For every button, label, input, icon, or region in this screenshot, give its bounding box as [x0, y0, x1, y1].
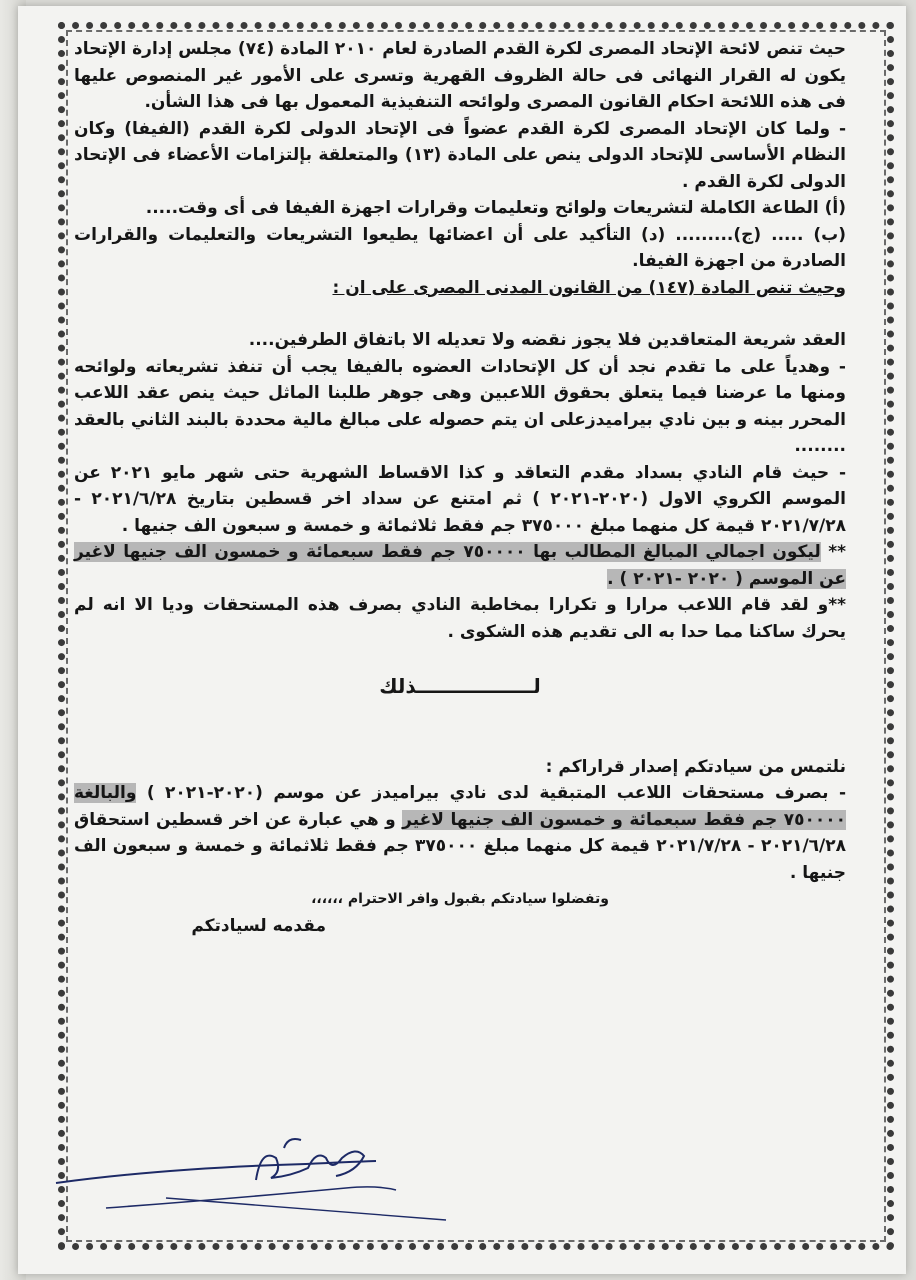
request-item-part2: و هي عبارة عن اخر قسطين استحقاق ٢٠٢١/٦/٢٨ - ٢٠٢١/٧/٢٨ قيمة كل منهما مبلغ ٣٧٥٠٠٠ جم فقط ثلاثمائة و خمسة و سبعون الف جنيها .: [74, 809, 846, 883]
document-body: [74, 36, 846, 939]
total-amount-prefix: **: [820, 542, 846, 562]
paragraph-fifa-membership: - ولما كان الإتحاد المصرى لكرة القدم عضواً فى الإتحاد الدولى لكرة القدم (الفيفا) وكان النظام الأساسى للإتحاد الدولى ينص على المادة (١٣) والمتعلقة بإلتزامات الأعضاء فى الإتحاد الدولى لكرة القدم .: [74, 118, 846, 192]
paragraph-contract-law: العقد شريعة المتعاقدين فلا يجوز نقضه ولا تعديله الا باتفاق الطرفين....: [248, 330, 846, 350]
paragraph-clause-b-d: (ب) ..... (ج)......... (د) التأكيد على أن اعضائها يطيعوا التشريعات والتعليمات والقرارات الصادرة من اجهزة الفيفا.: [74, 224, 846, 271]
total-amount-highlight: ليكون اجمالي المبالغ المطالب بها ٧٥٠٠٠٠ جم فقط سبعمائة و خمسون الف جنيها لاغير عن الموسم ( ٢٠٢٠ -٢٠٢١ ) .: [74, 542, 846, 589]
handwritten-signature: [46, 1128, 466, 1238]
paragraph-payment-history: - حيث قام النادي بسداد مقدم التعاقد و كذا الاقساط الشهرية حتى شهر مايو ٢٠٢١ عن الموسم الكروي الاول (٢٠٢٠-٢٠٢١ ) ثم امتنع عن سداد اخر قسطين بتاريخ ٢٠٢١/٦/٢٨ - ٢٠٢١/٧/٢٨ قيمة كل منهما مبلغ ٣٧٥٠٠٠ جم فقط ثلاثمائة و خمسة و سبعون الف جنيها .: [74, 462, 846, 536]
paragraph-player-rights: - وهدياً على ما تقدم نجد أن كل الإتحادات العضوه بالفيفا يجب أن تنفذ تشريعاته ولوائحه ومنها ما عرضنا فيما يتعلق بحقوق اللاعبين وهى جوهر طلبنا الماثل حيث ينص عقد اللاعب المحرر بينه و بين نادي بيراميدزعلى ان يتم حصوله على مبالغ مالية محددة بالبند الثاني بالعقد ........: [74, 356, 846, 456]
request-item: [74, 780, 846, 886]
paragraph-fifa-article-74: حيث تنص لائحة الإتحاد المصرى لكرة القدم الصادرة لعام ٢٠١٠ المادة (٧٤) مجلس إدارة الإتحاد يكون له القرار النهائى فى حالة الظروف القهرية وتسرى على الأمور غير المنصوص عليها فى هذه اللائحة احكام القانون المصرى ولوائحه التنفيذية المعمول بها فى هذا الشأن.: [74, 39, 847, 112]
signoff-label: مقدمه لسيادتكم: [191, 915, 326, 936]
spacer: [74, 301, 846, 327]
closing-regards: وتفضلوا سيادتكم بقبول وافر الاحترام ،،،،،،: [311, 891, 609, 907]
paragraph-complaint: **و لقد قام اللاعب مرارا و تكرارا بمخاطبة النادي بصرف هذه المستحقات وديا الا انه لم يحرك ساكنا مما حدا به الى تقديم هذه الشكوى .: [74, 595, 846, 642]
section-title-therefore: لـــــــــــــــــذلك: [379, 674, 541, 698]
paragraph-clause-a: (أ) الطاعة الكاملة لتشريعات ولوائح وتعليمات وقرارات اجهزة الفيفا فى أى وقت.....: [145, 198, 846, 218]
request-item-highlight: والبالغة ٧٥٠٠٠٠ جم فقط سبعمائة و خمسون الف جنيها لاغير: [74, 783, 846, 830]
request-intro: نلتمس من سيادتكم إصدار قراراكم :: [545, 756, 846, 777]
paragraph-article-147: وحيث تنص المادة (١٤٧) من القانون المدنى المصرى على ان :: [332, 277, 846, 298]
paragraph-total-amount: [74, 539, 846, 592]
request-item-part1: - بصرف مستحقات اللاعب المتبقية لدى نادي بيراميدز عن موسم (٢٠٢٠-٢٠٢١ ): [136, 783, 846, 803]
